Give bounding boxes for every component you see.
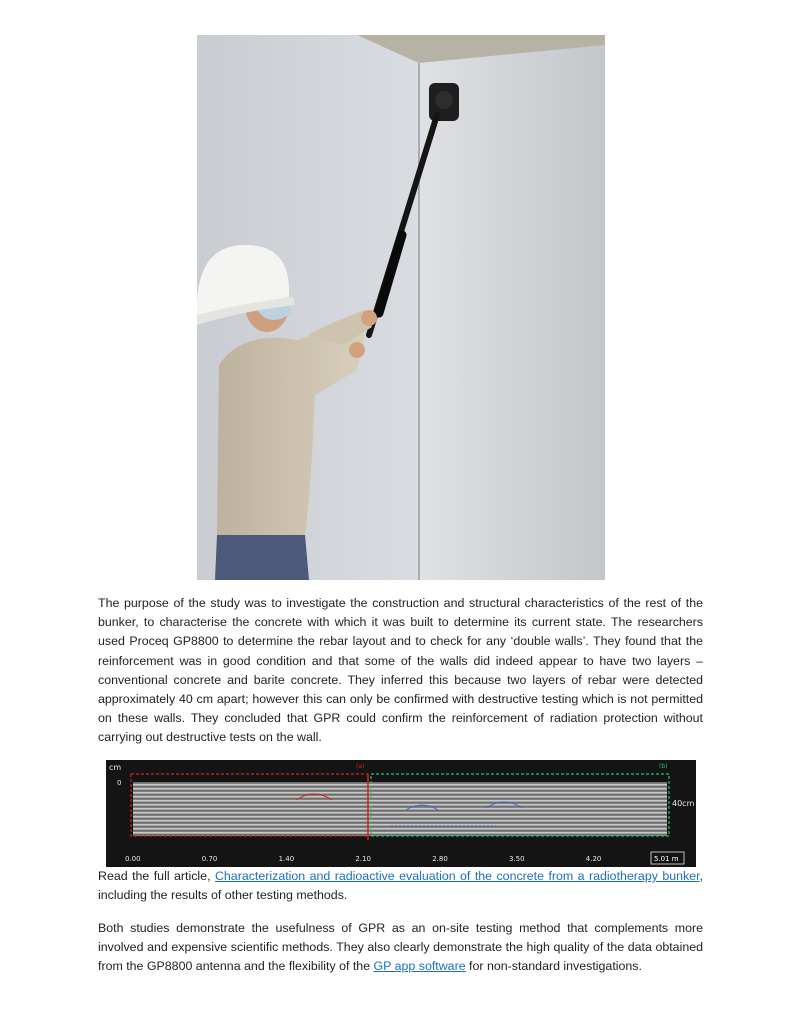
- read-article-paragraph: [98, 867, 703, 905]
- x-tick-label: 0.00: [125, 855, 141, 863]
- end-value-label: 5.01 m: [654, 855, 679, 863]
- x-tick-label: 1.40: [278, 855, 295, 863]
- marker-a: (a): [356, 763, 365, 770]
- conclusion-suffix: for non-standard investigations.: [465, 959, 642, 974]
- unit-label: cm: [109, 763, 122, 772]
- x-tick-label: 2.80: [432, 855, 448, 863]
- read-article-suffix: , including the results of other testing methods.: [98, 869, 703, 903]
- marker-b: (b): [659, 763, 668, 770]
- gpr-field-photo: [197, 35, 605, 580]
- zero-label: 0: [117, 779, 122, 787]
- read-article-prefix: Read the full article,: [98, 869, 215, 883]
- study-purpose-paragraph: The purpose of the study was to investigate the construction and structural characteristics of the rest of the bunker, to characterise the concrete with which it was built to determine its current state. The researchers used Proceq GP8800 to determine the rebar layout and to check for any ‘double walls’. They found that the reinforcement was in good condition and that some of the walls did indeed appear to have two layers – conventional concrete and barite concrete. They inferred this because two layers of rebar were detected approximately 40 cm apart; however this can only be confirmed with destructive testing which is not permitted on these walls. They concluded that GPR could confirm the reinforcement of radiation protection without carrying out destructive tests on the wall.: [98, 596, 703, 745]
- radargram-area: [133, 782, 667, 836]
- depth-label: 40cm: [672, 799, 695, 808]
- x-tick-labels: [125, 855, 601, 863]
- article-link[interactable]: Characterization and radioactive evaluation of the concrete from a radiotherapy bunker: [214, 869, 700, 883]
- conclusion-prefix: Both studies demonstrate the usefulness of GPR as an on-site testing method that complements more involved and expensive scientific methods. They also clearly demonstrate the high quality of the data obtained from the GP8800 antenna and the flexibility of the: [98, 921, 703, 974]
- conclusion-paragraph: [98, 919, 703, 977]
- gp-app-software-link[interactable]: GP app software: [373, 959, 466, 974]
- gpr-scan-image: [106, 760, 696, 867]
- x-tick-label: 4.20: [585, 855, 602, 863]
- x-tick-label: 0.70: [201, 855, 218, 863]
- gpr-wall-scan-photo-illustration: [197, 35, 605, 580]
- x-tick-label: 3.50: [509, 855, 525, 863]
- x-tick-label: 2.10: [355, 855, 371, 863]
